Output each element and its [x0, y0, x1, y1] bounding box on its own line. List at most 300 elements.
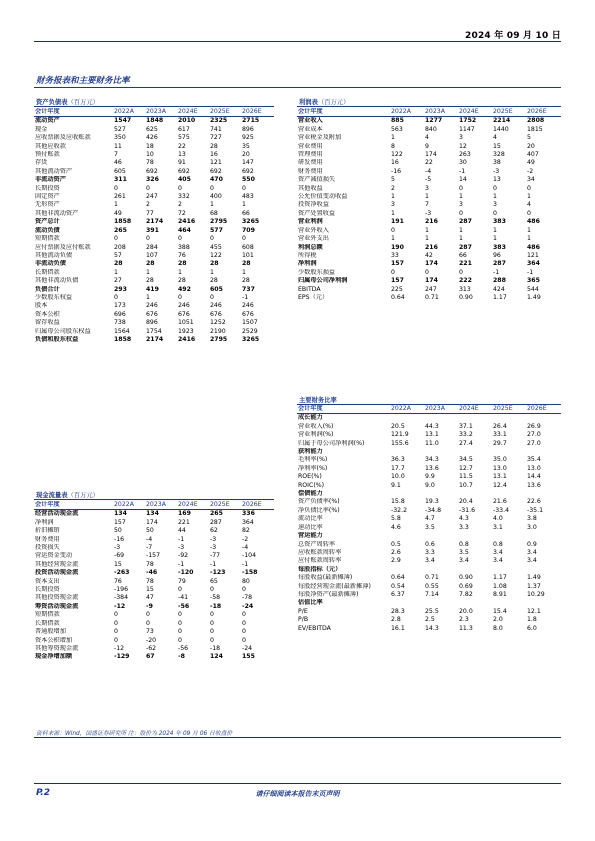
- cell-value: 0: [210, 628, 214, 636]
- table-row: [34, 286, 274, 294]
- cell-value: 313: [459, 285, 471, 293]
- cell-value: 3.1: [493, 523, 503, 531]
- cell-value: 0.9: [527, 540, 537, 548]
- cell-value: 0: [178, 619, 182, 627]
- table-row: [297, 465, 561, 473]
- cell-value: -31.6: [459, 506, 476, 514]
- table-row: [297, 193, 561, 201]
- year-header: 2026E: [242, 501, 262, 508]
- cell-value: 288: [493, 277, 506, 285]
- row-label: 管理费用: [298, 151, 323, 159]
- cell-value: 18: [146, 142, 154, 150]
- row-label: 其他非流动资产: [35, 209, 79, 217]
- cell-value: 738: [114, 319, 126, 327]
- row-label: 营业利润: [298, 218, 323, 226]
- cell-value: 0: [146, 235, 150, 243]
- table-row: [297, 286, 561, 294]
- row-label: 流动负债: [35, 226, 60, 234]
- year-header: 2023A: [425, 108, 445, 115]
- row-label: 短期借款: [35, 611, 60, 619]
- cell-value: 9.9: [425, 473, 435, 481]
- row-label: 流动比率: [298, 515, 323, 523]
- cell-value: 3: [459, 134, 463, 142]
- table-row: [34, 510, 274, 519]
- table-row: [297, 277, 561, 285]
- cell-value: 0: [210, 235, 214, 243]
- row-label: 少数股东损益: [298, 268, 336, 276]
- cell-value: 27.0: [527, 439, 541, 447]
- cell-value: [493, 448, 527, 456]
- cell-value: 38: [493, 159, 501, 167]
- cell-value: 1051: [178, 319, 194, 327]
- cell-value: 1923: [178, 327, 194, 335]
- row-label: 每股指标（元）: [298, 565, 342, 573]
- cell-value: 692: [146, 167, 158, 175]
- table-row: [297, 440, 561, 448]
- cell-value: 1: [391, 134, 395, 142]
- cell-value: 2795: [210, 218, 228, 226]
- cell-value: 1.08: [493, 582, 507, 590]
- cell-value: 0: [114, 293, 118, 301]
- year-header: 2022A: [114, 108, 134, 115]
- cell-value: 737: [242, 285, 255, 293]
- table-row: [297, 507, 561, 515]
- row-label: 现金: [35, 125, 48, 133]
- cell-value: -3: [178, 544, 185, 552]
- cell-value: 0.90: [459, 574, 473, 582]
- year-header: 2023A: [146, 501, 166, 508]
- table-row: [297, 117, 561, 126]
- cell-value: 676: [178, 310, 190, 318]
- row-label: 资产负债率(%): [298, 498, 340, 506]
- table-row: [297, 498, 561, 506]
- row-label: 净负债比率(%): [298, 506, 340, 514]
- table-row: [34, 586, 274, 594]
- row-label: 营业收入: [298, 117, 323, 125]
- row-label: 长期投资: [35, 586, 60, 594]
- year-header: 2024E: [459, 405, 479, 412]
- cell-value: 78: [146, 560, 154, 568]
- table-row: [34, 185, 274, 193]
- cell-value: [493, 599, 527, 607]
- cell-value: -12: [114, 602, 126, 610]
- table-row: [34, 620, 274, 628]
- cell-value: [527, 566, 561, 574]
- cell-value: 50: [114, 527, 122, 535]
- cell-value: 0.8: [493, 540, 503, 548]
- row-label: 资本公积增加: [35, 636, 73, 644]
- cell-value: 1858: [114, 218, 132, 226]
- cell-value: -62: [146, 644, 157, 652]
- cell-value: [391, 414, 425, 423]
- cell-value: 8.0: [493, 624, 503, 632]
- table-row: [34, 252, 274, 260]
- cell-value: 49: [114, 209, 122, 217]
- row-label: 速动比率: [298, 523, 323, 531]
- table-row: [297, 159, 561, 167]
- report-date: 2024 年 09 月 10 日: [465, 31, 561, 41]
- cell-value: 134: [146, 510, 159, 518]
- row-label: 折旧摊销: [35, 527, 60, 535]
- cell-value: 2808: [527, 117, 545, 125]
- cell-value: 605: [114, 167, 126, 175]
- cell-value: 34.3: [425, 456, 439, 464]
- row-label: 资本公积: [35, 310, 60, 318]
- row-label: 获利能力: [298, 448, 323, 456]
- cell-value: 13.0: [493, 464, 507, 472]
- cell-value: 79: [178, 577, 186, 585]
- cell-value: -1: [493, 268, 500, 276]
- cell-value: 25.5: [425, 607, 439, 615]
- cell-value: 388: [178, 243, 190, 251]
- cell-value: [425, 532, 459, 540]
- cell-value: 20.5: [391, 422, 405, 430]
- cashflow-table: [34, 501, 274, 662]
- cell-value: 492: [178, 285, 191, 293]
- cell-value: [527, 599, 561, 607]
- cell-value: -384: [114, 594, 129, 602]
- cell-value: 19.3: [425, 498, 439, 506]
- cell-value: 1: [391, 235, 395, 243]
- cell-value: 76: [114, 577, 122, 585]
- cell-value: -123: [210, 569, 226, 577]
- cell-value: -104: [242, 552, 257, 560]
- cell-value: 9.1: [391, 481, 401, 489]
- table-row: [297, 227, 561, 235]
- cell-value: 4.0: [493, 515, 503, 523]
- cell-value: 155.6: [391, 439, 409, 447]
- cell-value: 3.4: [459, 557, 469, 565]
- cell-value: 1.17: [493, 293, 507, 301]
- cell-value: 464: [178, 226, 191, 234]
- balance-sheet-title: 资产负债表（百万元）: [36, 99, 99, 106]
- table-row: [34, 218, 274, 226]
- cell-value: 676: [146, 310, 158, 318]
- cell-value: [493, 566, 527, 574]
- cell-value: [425, 599, 459, 607]
- row-label: EV/EBITDA: [298, 624, 331, 632]
- cell-value: 174: [425, 277, 438, 285]
- row-label: 每股收益(最新摊薄): [298, 574, 353, 582]
- cell-value: 1252: [210, 319, 226, 327]
- cell-value: 0: [178, 586, 182, 594]
- table-row: [297, 201, 561, 209]
- cell-value: -1: [242, 293, 249, 301]
- header-label: 会计年度: [298, 108, 323, 115]
- cell-value: -2: [242, 535, 249, 543]
- cell-value: 68: [210, 209, 218, 217]
- cell-value: 0: [242, 628, 246, 636]
- cell-value: 2416: [178, 335, 196, 343]
- cell-value: [391, 490, 425, 498]
- cell-value: -4: [242, 544, 249, 552]
- cell-value: 50: [146, 527, 154, 535]
- row-label: 留存收益: [35, 319, 60, 327]
- cell-value: 3.5: [459, 548, 469, 556]
- cell-value: 10: [146, 151, 154, 159]
- row-label: 其他经营现金流: [35, 560, 79, 568]
- cell-value: 0: [493, 209, 497, 217]
- cell-value: 364: [242, 518, 254, 526]
- cell-value: 4.3: [459, 515, 469, 523]
- cell-value: 405: [178, 176, 191, 184]
- cell-value: 400: [210, 193, 222, 201]
- cell-value: -5: [425, 176, 432, 184]
- cell-value: 221: [459, 260, 472, 268]
- cell-value: 0: [210, 636, 214, 644]
- cell-value: 426: [146, 134, 158, 142]
- table-row: [34, 561, 274, 569]
- cell-value: 0.64: [391, 293, 405, 301]
- cell-value: 62: [210, 527, 218, 535]
- cell-value: 1: [459, 226, 463, 234]
- cell-value: 692: [242, 167, 254, 175]
- cell-value: 0: [178, 611, 182, 619]
- cell-value: 4: [493, 134, 497, 142]
- cell-value: 925: [242, 134, 254, 142]
- cell-value: 0: [459, 184, 463, 192]
- row-label: 归属母公司净利润: [298, 277, 348, 285]
- table-row: [34, 168, 274, 176]
- row-label: 营运资金变动: [35, 552, 73, 560]
- cell-value: 391: [146, 226, 159, 234]
- cell-value: -58: [210, 594, 221, 602]
- table-row: [34, 653, 274, 661]
- cell-value: 8.91: [493, 590, 507, 598]
- cell-value: 287: [459, 243, 472, 251]
- cell-value: -12: [114, 644, 125, 652]
- table-row: [34, 277, 274, 285]
- cell-value: 1.37: [527, 582, 541, 590]
- cell-value: 1: [146, 268, 150, 276]
- row-label: 营业利润(%): [298, 431, 334, 439]
- table-row: [34, 159, 274, 167]
- table-row: [297, 541, 561, 549]
- year-header: 2026E: [527, 108, 547, 115]
- cell-value: 741: [210, 125, 222, 133]
- cell-value: [493, 532, 527, 540]
- cell-value: 265: [114, 226, 127, 234]
- cell-value: [459, 599, 493, 607]
- cell-value: 13: [178, 151, 186, 159]
- cell-value: 16.1: [391, 624, 405, 632]
- cell-value: 77: [146, 209, 154, 217]
- balance-title-rule: [34, 106, 274, 107]
- cell-value: 1: [178, 268, 182, 276]
- cell-value: [425, 566, 459, 574]
- cell-value: 2795: [210, 335, 228, 343]
- table-row: [34, 294, 274, 302]
- row-label: 应收账款周转率: [298, 548, 342, 556]
- cell-value: 470: [210, 176, 223, 184]
- row-label: 投资损失: [35, 544, 60, 552]
- cell-value: 896: [242, 125, 254, 133]
- cell-value: 0: [146, 611, 150, 619]
- row-label: ROE(%): [298, 473, 322, 481]
- row-label: 偿债能力: [298, 490, 323, 498]
- row-label: 所得税: [298, 251, 317, 259]
- year-header: 2022A: [391, 405, 411, 412]
- cell-value: 2.5: [425, 616, 435, 624]
- cell-value: 840: [425, 125, 437, 133]
- row-label: 流动资产: [35, 117, 60, 125]
- cell-value: 2010: [178, 117, 196, 125]
- cell-value: 0.69: [459, 582, 473, 590]
- cell-value: 11.3: [459, 624, 473, 632]
- cell-value: 3.4: [493, 548, 503, 556]
- cell-value: 13.6: [527, 481, 541, 489]
- cell-value: [391, 448, 425, 456]
- cell-value: 709: [242, 226, 255, 234]
- cell-value: 2.6: [391, 548, 401, 556]
- cell-value: 91: [178, 159, 186, 167]
- cell-value: 21.6: [493, 498, 507, 506]
- cell-value: -3: [493, 167, 500, 175]
- table-row: [34, 244, 274, 252]
- cell-value: [425, 414, 459, 423]
- cell-value: 0: [178, 184, 182, 192]
- cell-value: 350: [114, 134, 126, 142]
- cell-value: -33.4: [493, 506, 510, 514]
- table-row: [297, 134, 561, 142]
- cell-value: 22.6: [527, 498, 541, 506]
- cell-value: 3.0: [527, 523, 537, 531]
- cell-value: 1.49: [527, 293, 541, 301]
- cell-value: 1: [146, 293, 150, 301]
- row-label: 预付账款: [35, 151, 60, 159]
- cell-value: 0: [242, 636, 246, 644]
- table-row: [297, 608, 561, 616]
- cell-value: 147: [242, 159, 254, 167]
- cell-value: -1: [210, 560, 217, 568]
- cell-value: 1: [114, 201, 118, 209]
- cell-value: 12: [459, 142, 467, 150]
- cell-value: 49: [527, 159, 535, 167]
- cell-value: 46: [114, 159, 122, 167]
- table-row: [34, 637, 274, 645]
- cell-value: 2190: [210, 327, 226, 335]
- cell-value: 311: [114, 176, 127, 184]
- cell-value: 2.3: [459, 616, 469, 624]
- cell-value: -3: [210, 544, 217, 552]
- table-row: [297, 566, 561, 574]
- cell-value: 1: [493, 226, 497, 234]
- year-header: 2022A: [114, 501, 134, 508]
- cell-value: 15: [493, 142, 501, 150]
- cell-value: [527, 414, 561, 423]
- year-header: 2026E: [242, 108, 262, 115]
- cell-value: 27.0: [527, 431, 541, 439]
- cell-value: 47: [146, 594, 154, 602]
- cell-value: 28: [114, 260, 123, 268]
- table-row: [34, 328, 274, 336]
- table-row: [34, 143, 274, 151]
- cell-value: 33: [391, 251, 399, 259]
- cell-value: 20.0: [459, 607, 473, 615]
- row-label: 长期借款: [35, 619, 60, 627]
- table-row: [297, 176, 561, 184]
- cell-value: 0: [391, 268, 395, 276]
- cell-value: -56: [178, 602, 190, 610]
- cell-value: -69: [114, 552, 125, 560]
- row-label: 其他非流动负债: [35, 277, 79, 285]
- cell-value: 13.1: [493, 473, 507, 481]
- row-label: 其他收益: [298, 184, 323, 192]
- ratios-table: [297, 405, 561, 633]
- table-row: [297, 151, 561, 159]
- table-row: [297, 591, 561, 599]
- table-row: [297, 168, 561, 176]
- cell-value: 4.7: [425, 515, 435, 523]
- cell-value: 577: [210, 226, 223, 234]
- cell-value: 0: [114, 628, 118, 636]
- table-row: [297, 210, 561, 218]
- cell-value: 287: [493, 260, 506, 268]
- cell-value: 287: [459, 218, 472, 226]
- cell-value: 0: [178, 628, 182, 636]
- income-statement-table: [297, 108, 561, 302]
- table-row: [34, 603, 274, 611]
- cell-value: 216: [425, 218, 438, 226]
- cell-value: 124: [210, 653, 223, 661]
- cell-value: 2416: [178, 218, 196, 226]
- cell-value: 1752: [459, 117, 477, 125]
- row-label: 投资活动现金流: [35, 569, 79, 577]
- cell-value: 14.3: [425, 624, 439, 632]
- row-label: 资本支出: [35, 577, 60, 585]
- cell-value: 80: [242, 577, 250, 585]
- cell-value: 20.4: [459, 498, 473, 506]
- cell-value: 692: [178, 167, 190, 175]
- cell-value: 424: [493, 285, 505, 293]
- cell-value: 11: [114, 142, 122, 150]
- table-row: [297, 532, 561, 540]
- cell-value: [459, 490, 493, 498]
- row-label: 股本: [35, 302, 48, 310]
- table-row: [297, 260, 561, 268]
- cell-value: 65: [210, 577, 218, 585]
- cell-value: 625: [146, 125, 158, 133]
- cell-value: 12.1: [527, 607, 541, 615]
- cell-value: 0: [178, 293, 182, 301]
- row-label: P/E: [298, 607, 308, 615]
- cell-value: -2: [527, 167, 534, 175]
- cell-value: 34.5: [459, 456, 473, 464]
- cell-value: 42: [425, 251, 433, 259]
- cell-value: 169: [178, 510, 191, 518]
- row-label: 少数股东权益: [35, 293, 73, 301]
- cell-value: 2529: [242, 327, 258, 335]
- cell-value: 287: [210, 518, 222, 526]
- cell-value: 364: [527, 260, 540, 268]
- cell-value: 28: [178, 277, 186, 285]
- table-row: [297, 294, 561, 302]
- table-row: [297, 235, 561, 243]
- cell-value: -1: [178, 535, 185, 543]
- cell-value: 22: [425, 159, 433, 167]
- row-label: 营业成本: [298, 125, 323, 133]
- cell-value: 101: [242, 251, 254, 259]
- cell-value: 3265: [242, 218, 260, 226]
- cell-value: 122: [391, 151, 403, 159]
- cell-value: -34.8: [425, 506, 442, 514]
- cell-value: 293: [114, 285, 127, 293]
- cell-value: -196: [114, 586, 129, 594]
- cell-value: 1507: [242, 319, 258, 327]
- cell-value: 3.8: [527, 515, 537, 523]
- cell-value: 1815: [527, 125, 543, 133]
- row-label: 营业外支出: [298, 235, 329, 243]
